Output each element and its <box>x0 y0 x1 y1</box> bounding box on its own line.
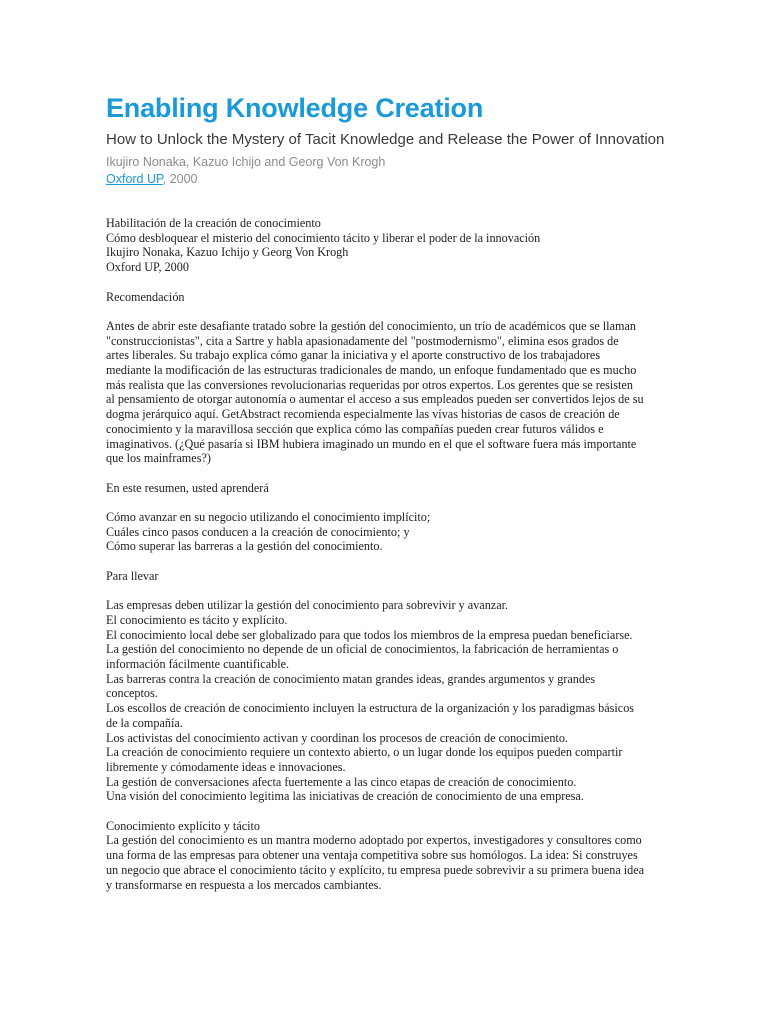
text-line: Una visión del conocimiento legitima las iniciativas de creación de conocimiento de una empresa. <box>106 789 584 804</box>
text-line: Antes de abrir este desafiante tratado sobre la gestión del conocimiento, un trío de académicos que se llaman <box>106 318 636 333</box>
text-line: Las empresas deben utilizar la gestión del conocimiento para sobrevivir y avanzar. <box>106 598 509 613</box>
text-line: El conocimiento es tácito y explícito. <box>106 612 288 627</box>
paragraph <box>106 216 666 275</box>
text-line: Para llevar <box>106 568 159 583</box>
page-title: Enabling Knowledge Creation <box>106 93 484 123</box>
text-line: de la compañía. <box>106 715 183 730</box>
text-line: La creación de conocimiento requiere un contexto abierto, o un lugar donde los equipos pueden compartir <box>106 745 623 760</box>
paragraph <box>106 569 666 584</box>
text-line: En este resumen, usted aprenderá <box>106 480 269 495</box>
text-line: Los escollos de creación de conocimiento incluyen la estructura de la organización y los paradigmas básicos <box>106 701 635 716</box>
text-line: Cómo superar las barreras a la gestión del conocimiento. <box>106 539 383 554</box>
text-line: La gestión del conocimiento no depende de un oficial de conocimientos, la fabricación de herramientas o <box>106 642 619 657</box>
authors-line: Ikujiro Nonaka, Kazuo Ichijo and Georg Von Krogh <box>106 155 386 169</box>
document-page <box>106 92 666 907</box>
paragraph <box>106 819 666 893</box>
text-line: información fácilmente cuantificable. <box>106 657 290 671</box>
text-line: Ikujiro Nonaka, Kazuo Ichijo y Georg Von Krogh <box>106 245 349 260</box>
text-line: imaginativos. (¿Qué pasaría si IBM hubiera imaginado un mundo en el que el software fuera más importante <box>106 436 637 451</box>
text-line: La gestión de conversaciones afecta fuertemente a las cinco etapas de creación de conocimiento. <box>106 774 577 789</box>
document-body <box>106 216 666 892</box>
text-line: El conocimiento local debe ser globalizado para que todos los miembros de la empresa puedan beneficiarse. <box>106 627 633 642</box>
publisher-year: , 2000 <box>162 172 198 186</box>
publisher-line <box>106 171 666 188</box>
paragraph <box>106 481 666 496</box>
text-line: Los activistas del conocimiento activan y coordinan los procesos de creación de conocimiento. <box>106 730 568 745</box>
text-line: Cómo avanzar en su negocio utilizando el conocimiento implícito; <box>106 510 431 524</box>
text-line: Habilitación de la creación de conocimiento <box>106 216 321 230</box>
text-line: Cómo desbloquear el misterio del conocimiento tácito y liberar el poder de la innovación <box>106 230 541 245</box>
text-line: mediante la modificación de las estructuras tradicionales de mando, un enfoque fundamentado que es mucho <box>106 363 637 377</box>
text-line: conceptos. <box>106 686 158 701</box>
text-line: conocimiento y la maravillosa sección que explica cómo las compañías pueden crear futuros válidos e <box>106 421 604 436</box>
text-line: "construccionistas", cita a Sartre y habla apasionadamente del "postmodernismo", elimina esos grados de <box>106 333 619 348</box>
text-line: una forma de las empresas para obtener una ventaja competitiva sobre sus homólogos. La idea: Si construyes <box>106 848 638 863</box>
text-line: Recomendación <box>106 289 185 304</box>
text-line: Las barreras contra la creación de conocimiento matan grandes ideas, grandes argumentos y grandes <box>106 671 596 686</box>
paragraph <box>106 598 666 804</box>
paragraph <box>106 510 666 554</box>
text-line: libremente y cómodamente ideas e innovaciones. <box>106 759 346 774</box>
text-line: Conocimiento explícito y tácito <box>106 818 261 833</box>
text-line: al pensamiento de otorgar autonomía o aumentar el acceso a sus empleados pueden ser convertidos lejos de su <box>106 392 644 407</box>
text-line: y transformarse en respuesta a los mercados cambiantes. <box>106 877 382 892</box>
text-line: La gestión del conocimiento es un mantra moderno adoptado por expertos, investigadores y consultores como <box>106 833 642 848</box>
text-line: que los mainframes?) <box>106 451 211 466</box>
paragraph <box>106 319 666 466</box>
text-line: Cuáles cinco pasos conducen a la creación de conocimiento; y <box>106 524 410 539</box>
text-line: Oxford UP, 2000 <box>106 260 189 275</box>
text-line: más realista que las conversiones revolucionarias requeridas por otros expertos. Los gerentes que se resisten <box>106 377 633 392</box>
paragraph <box>106 290 666 305</box>
text-line: un negocio que abrace el conocimiento tácito y explícito, tu empresa puede sobrevivir a su primera buena idea <box>106 862 645 877</box>
page-subtitle: How to Unlock the Mystery of Tacit Knowledge and Release the Power of Innovation <box>106 131 665 148</box>
text-line: dogma jerárquico aquí. GetAbstract recomienda especialmente las vívas historias de casos de creación de <box>106 407 620 422</box>
text-line: artes liberales. Su trabajo explica cómo ganar la iniciativa y el aporte constructivo de los trabajadores <box>106 348 601 363</box>
publisher-link[interactable]: Oxford UP <box>106 172 163 186</box>
